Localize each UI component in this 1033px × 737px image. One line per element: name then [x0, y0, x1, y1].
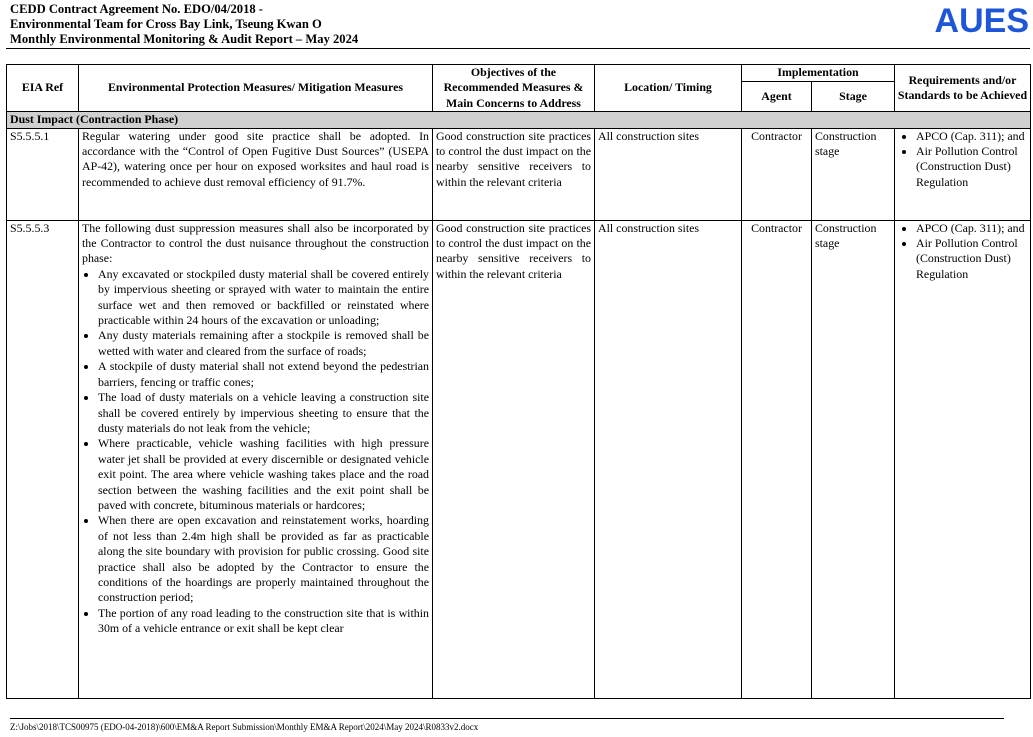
table-row	[7, 220, 1031, 698]
section-row	[7, 112, 1031, 128]
measure-intro: The following dust suppression measures shall also be incorporated by the Contractor to control the dust nuisance throughout the construction phase:	[82, 220, 429, 266]
header-location: Location/ Timing	[595, 65, 742, 112]
eia-ref-cell: S5.5.5.3	[7, 220, 79, 698]
aues-logo: AUES	[934, 2, 1029, 40]
measure-bullet: • Any dusty materials remaining after a stockpile is removed shall be wetted with water and cleared from the surface of roads;	[98, 328, 429, 359]
measure-bullet: • The portion of any road leading to the construction site that is within 30m of a vehicle entrance or exit shall be kept clear	[98, 606, 429, 637]
stage-cell: Construction stage	[812, 128, 895, 220]
header-objectives: Objectives of the Recommended Measures & Main Concerns to Address	[433, 65, 595, 112]
requirements-cell	[895, 128, 1031, 220]
measure-bullet: • When there are open excavation and reinstatement works, hoarding of not less than 2.4m high shall be provided as far as practicable along the site boundary with provision for public crossing. Good site practice shall also be adopted by the Contractor to ensure the conditions of the hoardings are properly maintained throughout the construction period;	[98, 513, 429, 605]
header-eia-ref: EIA Ref	[7, 65, 79, 112]
measure-cell	[79, 220, 433, 698]
location-cell: All construction sites	[595, 128, 742, 220]
header-divider	[6, 48, 1030, 49]
measure-bullet-list	[82, 267, 429, 637]
requirement-item: • APCO (Cap. 311); and	[916, 221, 1027, 236]
report-header	[10, 2, 358, 47]
footer-file-path: Z:\Jobs\2018\TCS00975 (EDO-04-2018)\600\EM&A Report Submission\Monthly EM&A Report\2024\May 2024\R0833v2.docx	[10, 722, 479, 732]
header-line-1: CEDD Contract Agreement No. EDO/04/2018 -	[10, 2, 264, 16]
mitigation-measures-table	[6, 64, 1031, 699]
header-stage: Stage	[812, 82, 895, 112]
header-requirements: Requirements and/or Standards to be Achieved	[895, 65, 1031, 112]
header-agent: Agent	[742, 82, 812, 112]
requirement-item: • APCO (Cap. 311); and	[916, 129, 1027, 144]
header-line-2: Environmental Team for Cross Bay Link, Tseung Kwan O	[10, 17, 322, 31]
requirement-item: • Air Pollution Control (Construction Dust) Regulation	[916, 144, 1027, 190]
header-implementation: Implementation	[742, 65, 895, 82]
measure-bullet: • Any excavated or stockpiled dusty material shall be covered entirely by impervious sheeting or sprayed with water to maintain the entire surface wet and then removed or backfilled or reinstated where practicable within 24 hours of the excavation or unloading;	[98, 267, 429, 329]
location-cell: All construction sites	[595, 220, 742, 698]
measure-bullet: • The load of dusty materials on a vehicle leaving a construction site shall be covered entirely by impervious sheeting to ensure that the dusty materials do not leak from the vehicle;	[98, 390, 429, 436]
footer-divider	[10, 718, 1004, 719]
header-line-3: Monthly Environmental Monitoring & Audit Report – May 2024	[10, 32, 359, 46]
requirement-item: • Air Pollution Control (Construction Dust) Regulation	[916, 236, 1027, 282]
objective-cell: Good construction site practices to control the dust impact on the nearby sensitive receivers to within the relevant criteria	[433, 128, 595, 220]
measure-cell: Regular watering under good site practice shall be adopted. In accordance with the “Control of Open Fugitive Dust Sources” (USEPA AP-42), watering once per hour on exposed worksites and haul road is recommended to achieve dust removal efficiency of 91.7%.	[79, 128, 433, 220]
objective-cell: Good construction site practices to control the dust impact on the nearby sensitive receivers to within the relevant criteria	[433, 220, 595, 698]
agent-cell: Contractor	[742, 128, 812, 220]
requirements-cell	[895, 220, 1031, 698]
header-measures: Environmental Protection Measures/ Mitigation Measures	[79, 65, 433, 112]
measure-bullet: • A stockpile of dusty material shall not extend beyond the pedestrian barriers, fencing or traffic cones;	[98, 359, 429, 390]
section-title: Dust Impact (Contraction Phase)	[7, 112, 1031, 128]
agent-cell: Contractor	[742, 220, 812, 698]
stage-cell: Construction stage	[812, 220, 895, 698]
table-row	[7, 128, 1031, 220]
eia-ref-cell: S5.5.5.1	[7, 128, 79, 220]
measure-bullet: • Where practicable, vehicle washing facilities with high pressure water jet shall be provided at every discernible or designated vehicle exit point. The area where vehicle washing takes place and the road section between the washing facilities and the exit point shall be paved with concrete, bituminous materials or hardcores;	[98, 436, 429, 513]
